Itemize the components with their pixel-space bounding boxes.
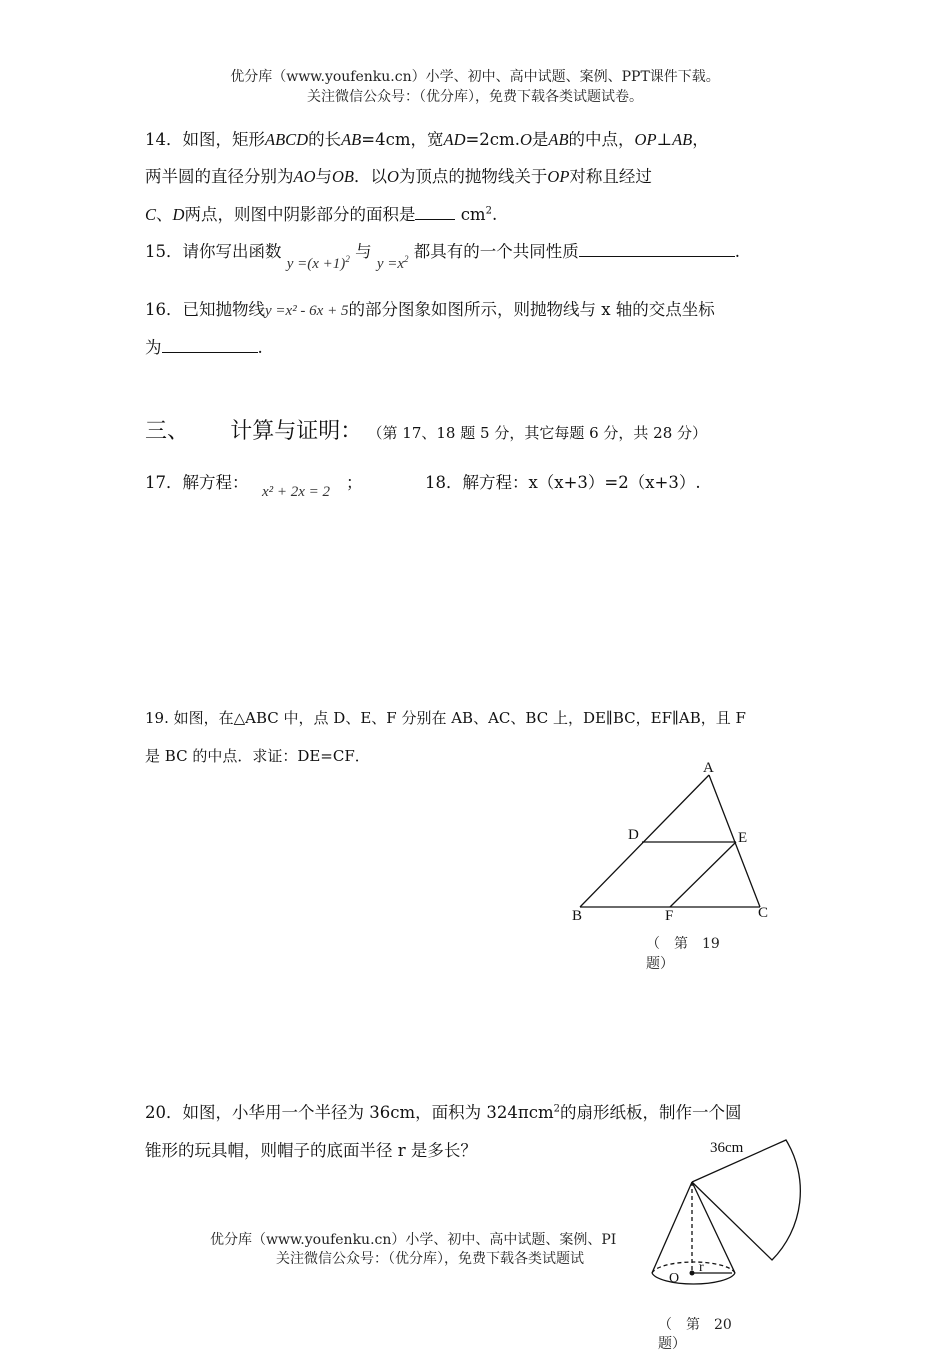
sector-outline (692, 1140, 800, 1260)
q16-answer-blank[interactable] (162, 352, 258, 353)
label-o: O (669, 1271, 680, 1286)
section-3-number: 三、 (145, 419, 190, 444)
edge-ac (709, 775, 760, 907)
q14-answer-blank[interactable] (415, 219, 455, 220)
q20-caption-2: 题） (658, 1336, 686, 1352)
q20-line-2: 锥形的玩具帽，则帽子的底面半径 r 是多长？ (145, 1141, 477, 1160)
q17-label: 17．解方程： (145, 473, 249, 492)
q14-line-3: C、D两点，则图中阴影部分的面积是 $cm^2$. (145, 205, 498, 224)
q14-line-1: 14．如图，矩形ABCD的长AB=4cm，宽AD=2cm.O是AB的中点，OP⊥AB， (145, 130, 709, 149)
segment-ef (670, 842, 736, 907)
section-3-note: （第 17、18 题 5 分，其它每题 6 分，共 28 分） (367, 424, 708, 442)
q18-text: 18．解方程：x（x+3）=2（x+3）. (425, 473, 701, 492)
q14-line-2: 两半圆的直径分别为AO与OB．以O为顶点的抛物线关于OP对称且经过 (145, 167, 652, 186)
q19-caption-2: 题） (646, 956, 674, 972)
q20-line-1: 20．如图，小华用一个半径为 36cm，面积为 324πcm$^2$的扇形纸板，制作一个圆 (145, 1103, 742, 1122)
section-3-title: 计算与证明： (230, 419, 363, 444)
q16-line-1: 16．已知抛物线y =x² - 6x + 5的部分图象如图所示，则抛物线与 x 轴的交点坐标 (145, 300, 715, 319)
q17-semicolon: ； (346, 473, 363, 492)
footer-line-1: 优分库（www.youfenku.cn）小学、初中、高中试题、案例、PI (210, 1232, 617, 1248)
footer-line-2: 关注微信公众号：（优分库），免费下载各类试题试 (276, 1251, 584, 1267)
q19-caption-1: （ 第 19 (646, 936, 720, 952)
q19-line-2: 是 BC 的中点．求证：DE=CF． (145, 747, 370, 765)
q16-formula: y =x² - 6x + 5 (265, 303, 349, 319)
radius-label: 36cm (710, 1140, 744, 1156)
q15-answer-blank[interactable] (579, 256, 735, 257)
label-f: F (665, 908, 674, 924)
header-line-2: 关注微信公众号：（优分库），免费下载各类试题试卷。 (307, 89, 643, 105)
q15-formula-2: $y =x^2$ (376, 254, 409, 272)
q15-formula-1: $y =(x +1)^2$ (286, 254, 350, 272)
label-b: B (572, 908, 583, 924)
section-3-heading (145, 414, 707, 445)
q16-line-2: 为 . (145, 338, 263, 357)
q19-triangle-figure (560, 755, 790, 935)
q20-cone-figure (640, 1130, 820, 1310)
label-r: r (699, 1260, 704, 1275)
label-a: A (703, 760, 714, 776)
q20-caption-1: （ 第 20 (658, 1317, 732, 1333)
label-d: D (628, 827, 639, 843)
q17-equation: x² + 2x = 2 (262, 484, 331, 500)
label-e: E (738, 830, 748, 846)
q15-line: 15．请你写出函数 $y =(x +1)^2$ 与 $y =x^2$ 都具有的一个共同性质 . (145, 242, 740, 272)
q19-line-1: 19. 如图，在△ABC 中，点 D、E、F 分别在 AB、AC、BC 上，DE∥BC，EF∥AB，且 F (145, 709, 746, 727)
label-c: C (758, 905, 769, 921)
header-line-1: 优分库（www.youfenku.cn）小学、初中、高中试题、案例、PPT课件下载。 (230, 69, 720, 85)
cone-center-dot (690, 1271, 695, 1276)
